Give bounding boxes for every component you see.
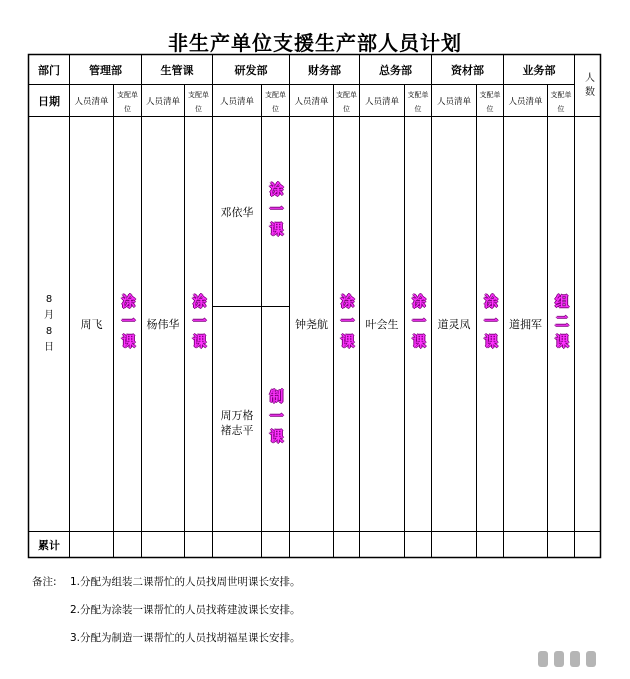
- production-control-assign-cell: [185, 117, 212, 531]
- sub-header-list: 人员清单: [364, 96, 399, 107]
- production-control-person: 杨伟华: [146, 318, 180, 331]
- rd-bottom-assign-cell: [262, 307, 289, 531]
- materials-assign: 涂一课: [482, 294, 498, 354]
- production-control-assign: 涂一课: [190, 294, 207, 354]
- notes-label: 备注:: [32, 576, 57, 588]
- management-assign-cell: [114, 117, 141, 531]
- date-cell: [29, 117, 69, 531]
- sub-header-list: 人员清单: [145, 96, 180, 107]
- overlay-bar-icon[interactable]: [554, 651, 564, 667]
- sub-header-list: 人员清单: [74, 96, 109, 107]
- total-row-label: 累计: [38, 538, 60, 552]
- date-month-number: 8: [45, 294, 53, 305]
- finance-person: 钟尧航: [295, 318, 328, 331]
- rd-bottom-persons: [213, 307, 261, 531]
- overlay-bar-icon[interactable]: [570, 651, 580, 667]
- rd-top-assign-cell: [262, 117, 289, 306]
- dept-header-materials: 资材部: [451, 64, 484, 77]
- general-affairs-person: 叶会生: [365, 318, 399, 331]
- rd-bottom-assign: 制一课: [267, 389, 284, 449]
- overlay-bar-icon[interactable]: [538, 651, 548, 667]
- sub-header-assign: 支配单位: [336, 90, 357, 113]
- note-row: [32, 624, 301, 652]
- sub-header-list: 人员清单: [219, 96, 254, 107]
- sub-header-list: 人员清单: [436, 96, 471, 107]
- dept-header-management: 管理部: [89, 64, 122, 77]
- note-row: [32, 568, 301, 596]
- dept-header-sales: 业务部: [522, 64, 556, 77]
- note-item-1: 1.分配为组装二课帮忙的人员找周世明课长安排。: [70, 576, 301, 588]
- management-assign: 涂一课: [119, 294, 136, 354]
- dept-header-general-affairs: 总务部: [379, 64, 412, 77]
- date-day-number: 8: [45, 326, 53, 337]
- page-title: 非生产单位支援生产部人员计划: [168, 31, 462, 55]
- rd-bottom-person-1: 周万格: [220, 409, 254, 422]
- dept-header-rd: 研发部: [234, 64, 268, 77]
- rd-top-person: 邓依华: [220, 205, 254, 219]
- sales-assign-cell: [548, 117, 574, 531]
- sub-header-list: 人员清单: [294, 96, 329, 107]
- materials-person: 道灵凤: [437, 318, 471, 331]
- finance-assign: 涂一课: [338, 294, 355, 354]
- sub-header-assign: 支配单位: [117, 90, 138, 113]
- date-day-char: 日: [44, 342, 54, 353]
- note-item-3: 3.分配为制造一课帮忙的人员找胡福星课长安排。: [70, 632, 301, 644]
- overlay-bar-icon[interactable]: [586, 651, 596, 667]
- overlay-controls[interactable]: [538, 651, 610, 668]
- sales-assign: 组二课: [553, 294, 569, 354]
- note-row: [32, 596, 301, 624]
- materials-assign-cell: [477, 117, 503, 531]
- sub-header-assign: 支配单位: [265, 90, 286, 113]
- sales-person: 道拥军: [509, 318, 542, 331]
- general-affairs-assign-cell: [405, 117, 431, 531]
- management-person: 周飞: [80, 318, 103, 331]
- dept-header-finance: 财务部: [308, 64, 341, 77]
- sub-header-assign: 支配单位: [479, 90, 501, 113]
- sub-header-assign: 支配单位: [188, 90, 209, 113]
- note-item-2: 2.分配为涂装一课帮忙的人员找蒋建波课长安排。: [70, 604, 301, 616]
- sub-header-assign: 支配单位: [407, 90, 429, 113]
- dept-header-production-control: 生管课: [160, 64, 194, 77]
- rd-top-assign: 涂一课: [267, 181, 284, 242]
- count-header: 人数: [582, 71, 594, 100]
- dept-header-label: 部门: [38, 64, 60, 77]
- date-header-label: 日期: [38, 94, 60, 108]
- sub-header-list: 人员清单: [508, 96, 543, 107]
- notes-section: [32, 568, 301, 652]
- sub-header-assign: 支配单位: [550, 90, 572, 113]
- date-month-char: 月: [44, 310, 54, 321]
- finance-assign-cell: [334, 117, 359, 531]
- rd-bottom-person-2: 褚志平: [220, 424, 254, 437]
- general-affairs-assign: 涂一课: [410, 294, 426, 354]
